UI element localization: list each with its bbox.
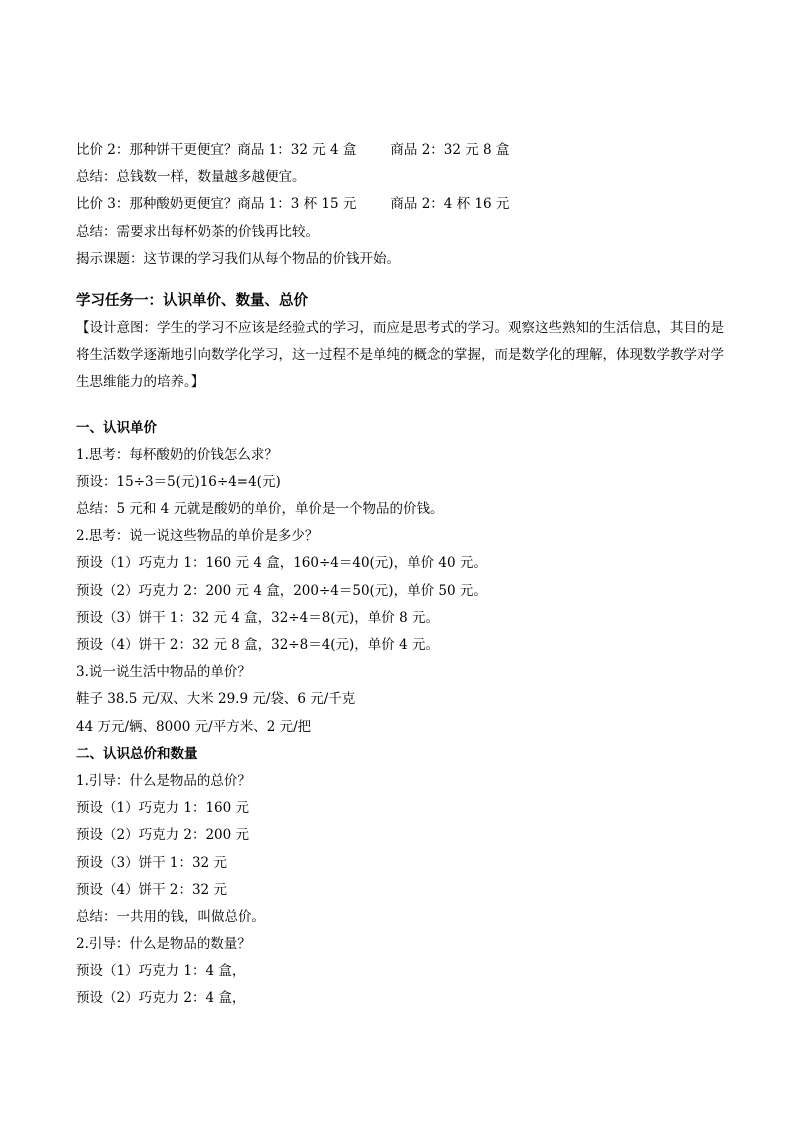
compare-line-1 <box>76 137 724 164</box>
section-heading-unit-price: 一、认识单价 <box>76 419 157 436</box>
compare-line-2 <box>76 191 724 218</box>
body-line: 预设（1）巧克力 1：4 盒， <box>76 963 246 980</box>
compare-extra: 商品 2：4 杯 16 元 <box>390 196 510 213</box>
design-intent-paragraph: 【设计意图：学生的学习不应该是经验式的学习，而应是思考式的学习。观察这些熟知的生活信息，其目的是将生活数学逐渐地引向数学化学习，这一过程不是单纯的概念的掌握，而是数学化的理解，体现数学教学对学生思维能力的培养。】 <box>76 319 724 391</box>
body-line: 预设（2）巧克力 2：4 盒， <box>76 990 246 1007</box>
reveal-topic-text: 揭示课题：这节课的学习我们从每个物品的价钱开始。 <box>76 250 400 267</box>
summary-line-1 <box>76 164 724 191</box>
body-line: 预设（2）巧克力 2：200 元 4 盒，200÷4＝50(元)，单价 50 元。 <box>76 582 487 599</box>
task-heading: 学习任务一：认识单价、数量、总价 <box>76 292 308 309</box>
body-line: 预设（2）巧克力 2：200 元 <box>76 827 250 844</box>
body-line: 总结：一共用的钱，叫做总价。 <box>76 908 265 925</box>
body-line: 预设（1）巧克力 1：160 元 <box>76 800 250 817</box>
body-line: 预设（1）巧克力 1：160 元 4 盒，160÷4＝40(元)，单价 40 元。 <box>76 555 487 572</box>
body-line: 预设（3）饼干 1：32 元 <box>76 854 227 871</box>
body-line: 44 万元/辆、8000 元/平方米、2 元/把 <box>76 718 312 735</box>
summary-text: 总结：总钱数一样，数量越多越便宜。 <box>76 169 306 186</box>
body-line: 总结：5 元和 4 元就是酸奶的单价，单价是一个物品的价钱。 <box>76 501 444 518</box>
summary-text: 总结：需要求出每杯奶茶的价钱再比较。 <box>76 223 319 240</box>
body-line: 2.思考：说一说这些物品的单价是多少？ <box>76 528 319 545</box>
body-line: 预设（3）饼干 1：32 元 4 盒，32÷4＝8(元)，单价 8 元。 <box>76 609 439 626</box>
body-line: 鞋子 38.5 元/双、大米 29.9 元/袋、6 元/千克 <box>76 691 356 708</box>
body-line: 预设：15÷3＝5(元)16÷4=4(元) <box>76 473 281 490</box>
body-line: 预设（4）饼干 2：32 元 8 盒，32÷8＝4(元)，单价 4 元。 <box>76 637 439 654</box>
reveal-topic-line <box>76 246 724 273</box>
section-heading-total-and-quantity: 二、认识总价和数量 <box>76 745 198 762</box>
body-line: 1.思考：每杯酸奶的价钱怎么求？ <box>76 446 278 463</box>
compare-extra: 商品 2：32 元 8 盒 <box>390 142 510 158</box>
body-line: 2.引导：什么是物品的数量？ <box>76 936 251 953</box>
compare-text: 比价 2：那种饼干更便宜？商品 1：32 元 4 盒 <box>76 142 357 158</box>
body-line: 3.说一说生活中物品的单价？ <box>76 664 251 681</box>
compare-text: 比价 3：那种酸奶更便宜？商品 1：3 杯 15 元 <box>76 196 357 213</box>
body-line: 1.引导：什么是物品的总价？ <box>76 772 251 789</box>
summary-line-2 <box>76 219 724 246</box>
document-page <box>76 137 724 1013</box>
body-line: 预设（4）饼干 2：32 元 <box>76 881 227 898</box>
